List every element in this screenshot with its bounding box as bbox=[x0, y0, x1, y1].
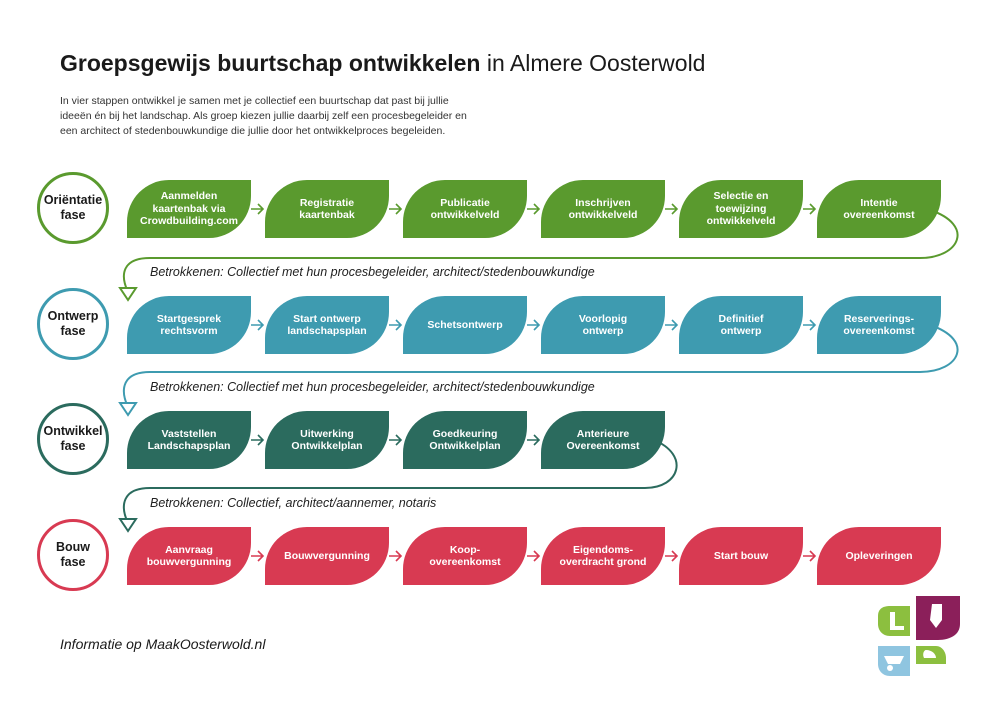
step-arrow bbox=[251, 435, 263, 445]
step-line: Uitwerking bbox=[300, 427, 354, 440]
step-line: Ontwikkelplan bbox=[291, 440, 363, 452]
step-line: Aanmelden bbox=[160, 190, 218, 203]
step-line: rechtsvorm bbox=[160, 325, 218, 337]
step-line: Start ontwerp bbox=[293, 312, 361, 325]
step-line: ontwerp bbox=[582, 325, 624, 337]
step-line: ontwikkelveld bbox=[430, 209, 500, 221]
intro-line: een architect of stedenbouwkundige die jullie door het ontwikkelproces begeleiden. bbox=[60, 125, 446, 137]
step-arrow bbox=[665, 204, 677, 214]
step-arrow bbox=[389, 320, 401, 330]
step-line: overdracht grond bbox=[559, 556, 647, 568]
phase-label: fase bbox=[60, 439, 86, 453]
betrokkenen-ontwikkel: Betrokkenen: Collectief, architect/aannemer, notaris bbox=[150, 496, 437, 510]
step-line: Vaststellen bbox=[161, 427, 217, 440]
step-line: Registratie bbox=[299, 196, 355, 209]
title-rest: in Almere Oosterwold bbox=[486, 50, 706, 76]
step-line: Reserverings- bbox=[843, 312, 915, 325]
wheel-icon bbox=[887, 665, 893, 671]
phase-label: fase bbox=[60, 324, 86, 338]
step-line: Intentie bbox=[860, 196, 898, 209]
step-line: Eigendoms- bbox=[572, 543, 634, 556]
step-arrow bbox=[527, 204, 539, 214]
step-line: kaartenbak bbox=[299, 209, 355, 221]
step-arrow bbox=[251, 320, 263, 330]
phase-label: Bouw bbox=[55, 540, 91, 554]
step-line: Publicatie bbox=[440, 196, 490, 209]
step-line: landschapsplan bbox=[287, 325, 367, 337]
step-line: Bouwvergunning bbox=[284, 549, 370, 562]
step-line: overeenkomst bbox=[843, 325, 915, 337]
step-arrow bbox=[389, 204, 401, 214]
phase-label: fase bbox=[60, 555, 86, 569]
intro-line: ideeën én bij het landschap. Als groep kiezen jullie daarbij zelf een procesbegeleider en bbox=[60, 110, 467, 122]
step-line: Landschapsplan bbox=[147, 440, 231, 452]
step-arrow bbox=[389, 435, 401, 445]
step-line: Aanvraag bbox=[165, 543, 213, 556]
maakoosterwold-logo bbox=[876, 594, 962, 678]
phase-label: fase bbox=[60, 208, 86, 222]
betrokkenen-ontwerp: Betrokkenen: Collectief met hun procesbegeleider, architect/stedenbouwkundige bbox=[150, 380, 595, 394]
step-arrow bbox=[251, 204, 263, 214]
step-line: Definitief bbox=[718, 312, 764, 325]
step-line: bouwvergunning bbox=[146, 556, 232, 568]
phase-label: Ontwikkel bbox=[43, 424, 103, 438]
intro-line: In vier stappen ontwikkel je samen met je collectief een buurtschap dat past bij jullie bbox=[60, 95, 449, 107]
step-arrow bbox=[803, 320, 815, 330]
step-line: Opleveringen bbox=[845, 549, 913, 562]
step-arrow bbox=[527, 320, 539, 330]
step-arrow bbox=[527, 435, 539, 445]
step-line: Anterieure bbox=[576, 427, 630, 440]
step-line: Overeenkomst bbox=[566, 440, 640, 452]
step-line: Goedkeuring bbox=[432, 427, 498, 440]
step-arrow bbox=[527, 551, 539, 561]
step-line: overeenkomst bbox=[843, 209, 915, 221]
step-line: overeenkomst bbox=[429, 556, 501, 568]
step-line: ontwikkelveld bbox=[706, 215, 776, 228]
step-line: Ontwikkelplan bbox=[429, 440, 501, 452]
phase-label: Oriëntatie bbox=[43, 193, 103, 207]
title-bold: Groepsgewijs buurtschap ontwikkelen bbox=[60, 50, 481, 76]
step-line: Start bouw bbox=[713, 549, 769, 562]
footer-info: Informatie op MaakOosterwold.nl bbox=[60, 636, 266, 652]
step-line: toewijzing bbox=[715, 202, 767, 215]
step-line: Voorlopig bbox=[578, 312, 628, 325]
step-arrow bbox=[251, 551, 263, 561]
betrokkenen-orientatie: Betrokkenen: Collectief met hun procesbegeleider, architect/stedenbouwkundige bbox=[150, 265, 595, 279]
step-line: ontwikkelveld bbox=[568, 209, 638, 221]
step-arrow bbox=[665, 551, 677, 561]
step-line: Startgesprek bbox=[156, 312, 222, 325]
step-line: Koop- bbox=[449, 543, 481, 556]
phase-label: Ontwerp bbox=[47, 309, 99, 323]
step-arrow bbox=[803, 204, 815, 214]
step-arrow bbox=[803, 551, 815, 561]
step-line: ontwerp bbox=[720, 325, 762, 337]
step-line: Crowdbuilding.com bbox=[140, 215, 238, 228]
step-arrow bbox=[389, 551, 401, 561]
step-line: Selectie en bbox=[713, 190, 769, 203]
step-line: Schetsontwerp bbox=[427, 318, 503, 331]
step-line: kaartenbak via bbox=[152, 202, 226, 215]
step-line: Inschrijven bbox=[575, 196, 631, 209]
step-arrow bbox=[665, 320, 677, 330]
